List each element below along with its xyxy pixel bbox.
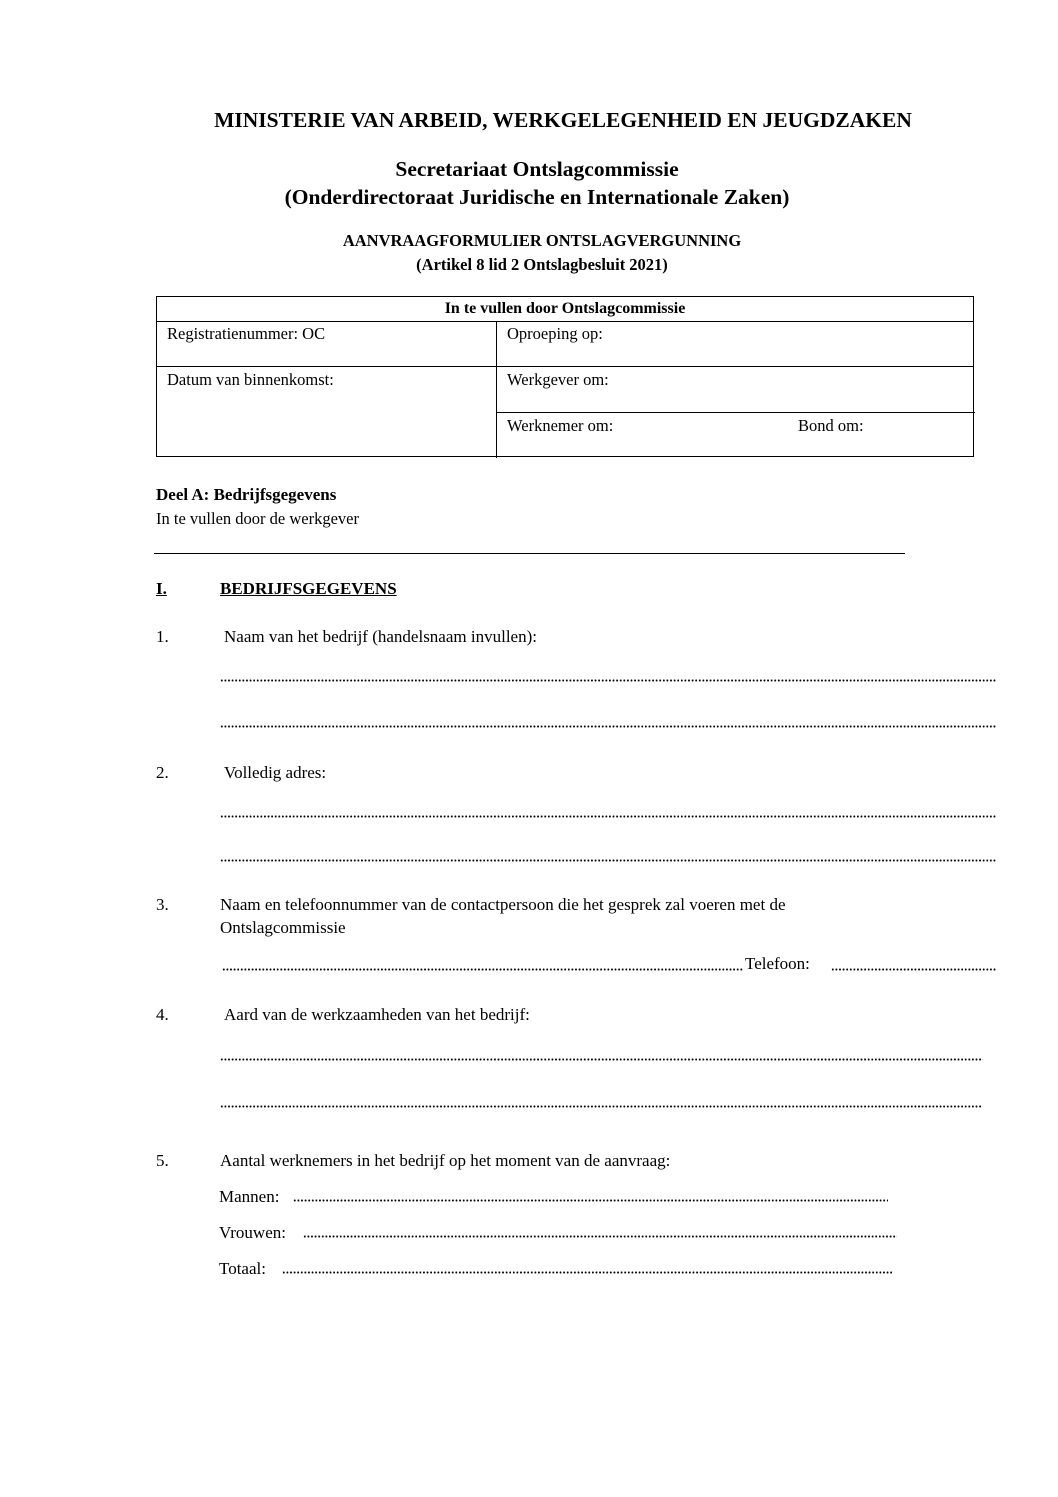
secretariat-title: Secretariaat Ontslagcommissie xyxy=(395,157,679,181)
activities-line-2[interactable] xyxy=(220,1105,981,1108)
question-1-text: Naam van het bedrijf (handelsnaam invullen): xyxy=(224,627,537,646)
women-count-line[interactable] xyxy=(303,1235,897,1238)
office-table-header: In te vullen door Ontslagcommissie xyxy=(157,297,973,322)
ministry-title: MINISTERIE VAN ARBEID, WERKGELEGENHEID EN JEUGDZAKEN xyxy=(214,108,912,132)
activities-line-1[interactable] xyxy=(220,1058,983,1061)
contact-name-line[interactable] xyxy=(222,968,743,971)
employee-time-field[interactable]: Werknemer om: xyxy=(507,416,614,435)
question-4-text: Aard van de werkzaamheden van het bedrijf: xyxy=(224,1005,530,1024)
question-2-number: 2. xyxy=(156,763,169,782)
summons-field[interactable]: Oproeping op: xyxy=(507,324,603,343)
total-label: Totaal: xyxy=(219,1259,266,1278)
office-use-table xyxy=(156,296,974,457)
section-i-title: BEDRIJFSGEGEVENS xyxy=(220,579,397,598)
company-name-line-1[interactable] xyxy=(220,679,997,682)
section-i-number: I. xyxy=(156,579,167,598)
question-5-text: Aantal werknemers in het bedrijf op het moment van de aanvraag: xyxy=(220,1151,671,1170)
form-title: AANVRAAGFORMULIER ONTSLAGVERGUNNING xyxy=(342,231,742,250)
phone-line[interactable] xyxy=(831,968,997,971)
address-line-2[interactable] xyxy=(220,859,997,862)
date-received-field[interactable]: Datum van binnenkomst: xyxy=(167,370,334,389)
form-reference: (Artikel 8 lid 2 Ontslagbesluit 2021) xyxy=(416,255,668,274)
registration-number-field[interactable]: Registratienummer: OC xyxy=(167,324,326,343)
women-label: Vrouwen: xyxy=(219,1223,286,1242)
men-label: Mannen: xyxy=(219,1187,280,1206)
address-line-1[interactable] xyxy=(220,815,997,818)
question-4-number: 4. xyxy=(156,1005,169,1024)
total-count-line[interactable] xyxy=(282,1271,893,1274)
question-3-text-continued: Ontslagcommissie xyxy=(220,918,346,937)
question-1-number: 1. xyxy=(156,627,169,646)
union-time-field[interactable]: Bond om: xyxy=(798,416,864,435)
question-2-text: Volledig adres: xyxy=(224,763,327,782)
question-5-number: 5. xyxy=(156,1151,169,1170)
question-3-text: Naam en telefoonnummer van de contactpersoon die het gesprek zal voeren met de xyxy=(220,895,786,914)
phone-label: Telefoon: xyxy=(745,954,810,973)
section-a-subtitle: In te vullen door de werkgever xyxy=(156,509,359,528)
section-divider xyxy=(154,553,905,554)
men-count-line[interactable] xyxy=(293,1199,888,1202)
question-3-number: 3. xyxy=(156,895,169,914)
subdirectorate-title: (Onderdirectoraat Juridische en Internationale Zaken) xyxy=(284,185,790,209)
section-a-title: Deel A: Bedrijfsgegevens xyxy=(156,485,337,504)
company-name-line-2[interactable] xyxy=(220,725,997,728)
employer-time-field[interactable]: Werkgever om: xyxy=(507,370,609,389)
